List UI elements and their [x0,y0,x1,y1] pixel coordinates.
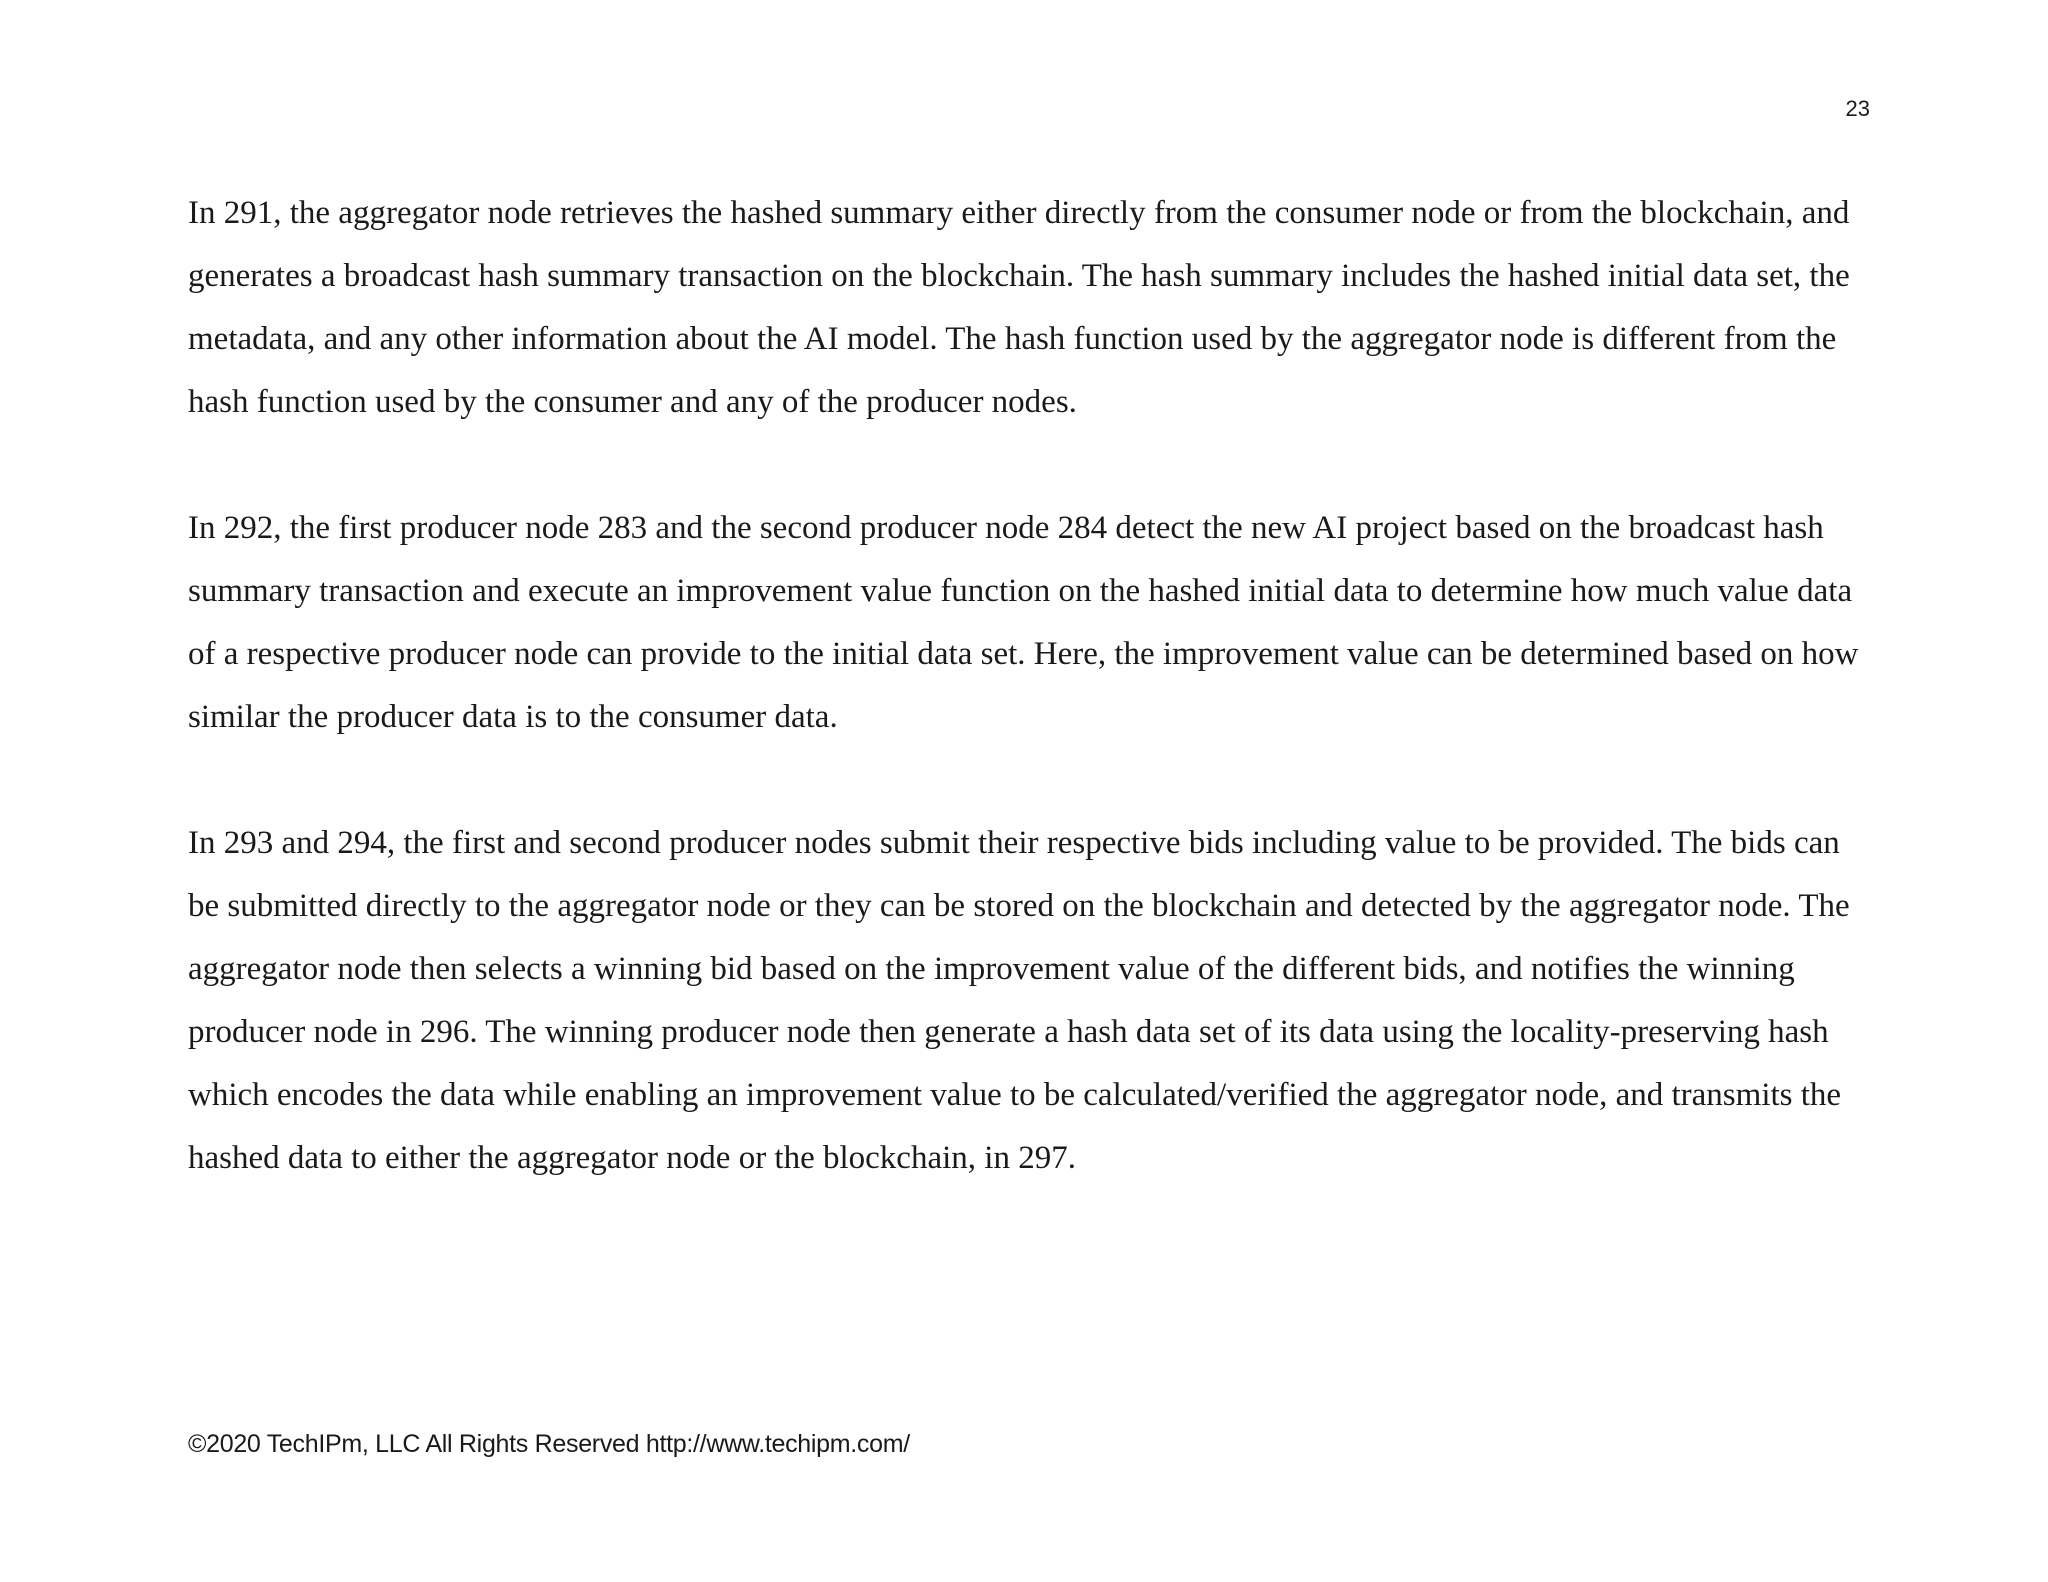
paragraph-292: In 292, the first producer node 283 and the second producer node 284 detect the new AI project based on the broadcast hash summary transaction and execute an improvement value function on the hashed initial data to determine how much value data of a respective producer node can provide to the initial data set. Here, the improvement value can be determined based on how similar the producer data is to the consumer data. [188,510,1859,735]
page-number: 23 [1845,96,1870,121]
body-text [188,182,1878,1190]
paragraph-291: In 291, the aggregator node retrieves the hashed summary either directly from the consumer node or from the blockchain, and generates a broadcast hash summary transaction on the blockchain. The hash summary includes the hashed initial data set, the metadata, and any other information about the AI model. The hash function used by the aggregator node is different from the hash function used by the consumer and any of the producer nodes. [188,195,1850,420]
paragraph-293-294: In 293 and 294, the first and second producer nodes submit their respective bids including value to be provided. The bids can be submitted directly to the aggregator node or they can be stored on the blockchain and detected by the aggregator node. The aggregator node then selects a winning bid based on the improvement value of the different bids, and notifies the winning producer node in 296. The winning producer node then generate a hash data set of its data using the locality-preserving hash which encodes the data while enabling an improvement value to be calculated/verified the aggregator node, and transmits the hashed data to either the aggregator node or the blockchain, in 297. [188,825,1850,1176]
copyright-footer: ©2020 TechIPm, LLC All Rights Reserved http://www.techipm.com/ [188,1430,910,1458]
